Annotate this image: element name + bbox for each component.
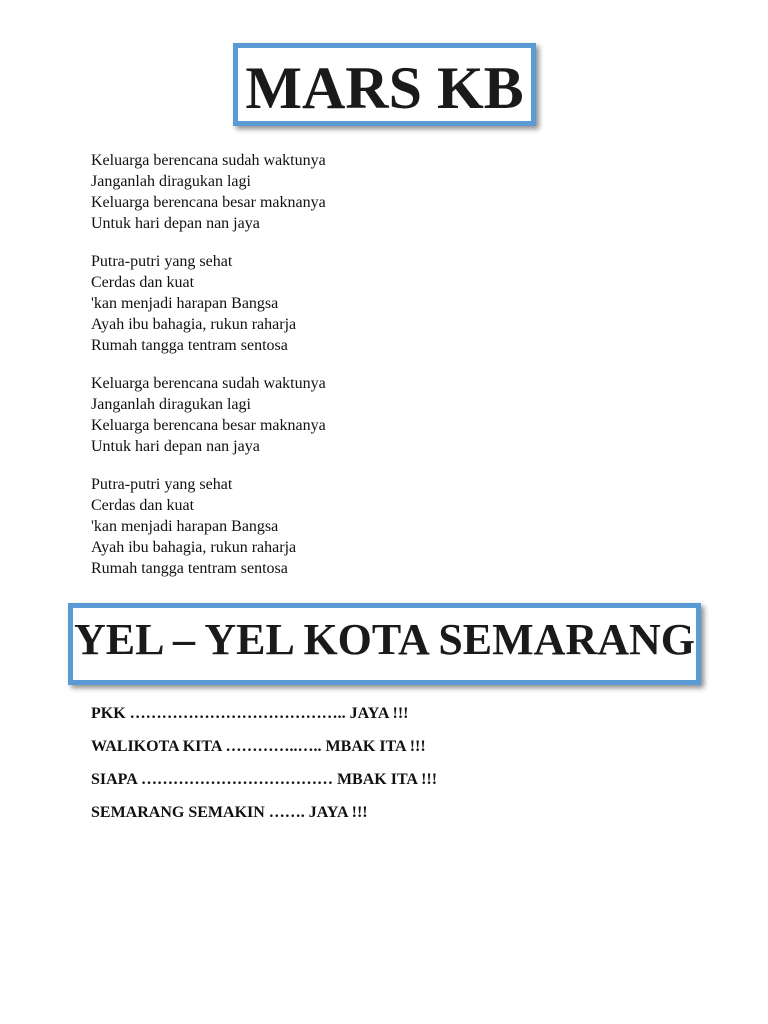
mars-kb-title-text: MARS KB [245,55,524,121]
lyric-line: Cerdas dan kuat [91,497,195,514]
lyric-line: Putra-putri yang sehat [91,253,233,270]
lyric-line: 'kan menjadi harapan Bangsa [91,295,279,312]
stanza [91,373,691,457]
mars-kb-title [233,43,536,126]
lyric-line: Untuk hari depan nan jaya [91,215,260,232]
mars-kb-lyrics [91,150,691,596]
stanza [91,251,691,356]
yel-line: SEMARANG SEMAKIN ……. JAYA !!! [91,804,368,821]
yel-yel-title [68,603,701,685]
lyric-line: Rumah tangga tentram sentosa [91,337,288,354]
yel-line: SIAPA ……………………………… MBAK ITA !!! [91,771,438,788]
stanza [91,150,691,234]
yel-line: PKK ………………………………….. JAYA !!! [91,705,409,722]
lyric-line: Cerdas dan kuat [91,274,195,291]
yel-yel-lines [91,703,711,835]
lyric-line: Keluarga berencana besar maknanya [91,417,326,434]
lyric-line: Rumah tangga tentram sentosa [91,560,288,577]
lyric-line: Ayah ibu bahagia, rukun raharja [91,539,297,556]
lyric-line: Putra-putri yang sehat [91,476,233,493]
lyric-line: Janganlah diragukan lagi [91,173,251,190]
lyric-line: Ayah ibu bahagia, rukun raharja [91,316,297,333]
lyric-line: Keluarga berencana sudah waktunya [91,375,326,392]
lyric-line: Janganlah diragukan lagi [91,396,251,413]
yel-line: WALIKOTA KITA …………..….. MBAK ITA !!! [91,738,426,755]
lyric-line: Untuk hari depan nan jaya [91,438,260,455]
yel-yel-title-text: YEL – YEL KOTA SEMARANG [73,615,695,664]
stanza [91,474,691,579]
lyric-line: Keluarga berencana sudah waktunya [91,152,326,169]
lyric-line: Keluarga berencana besar maknanya [91,194,326,211]
lyric-line: 'kan menjadi harapan Bangsa [91,518,279,535]
